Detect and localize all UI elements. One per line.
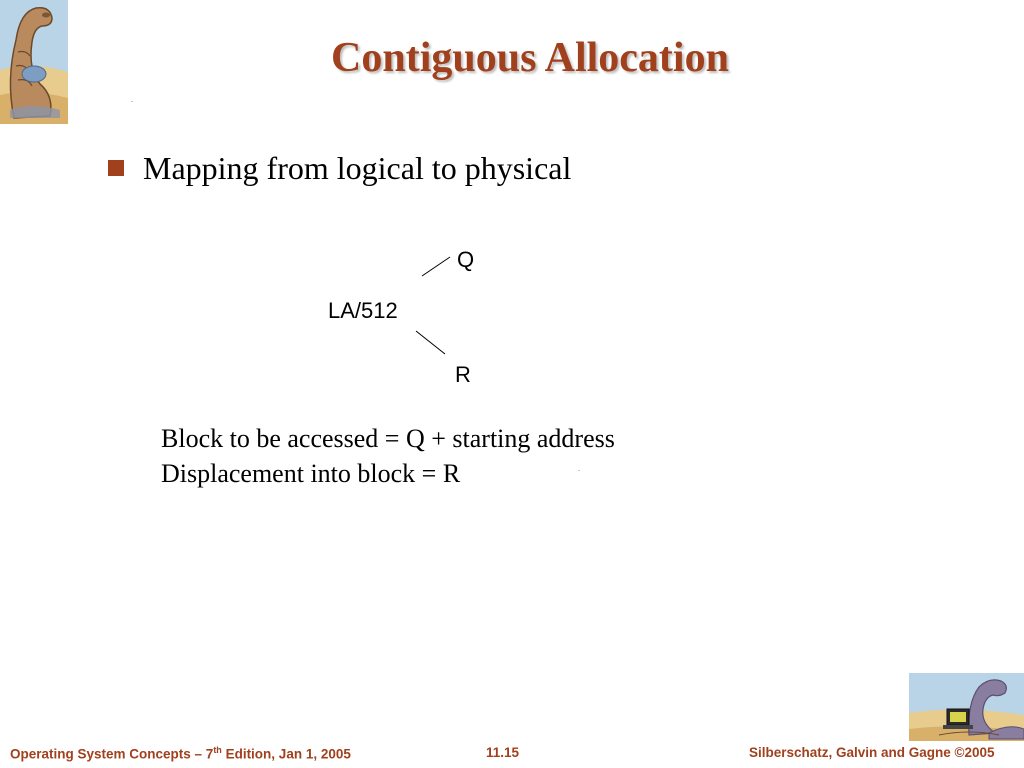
stray-mark [578,470,580,471]
page-number: 11.15 [486,745,520,760]
displacement-line: Displacement into block = R [161,459,461,488]
dinosaur-laptop-icon [909,673,1024,741]
square-bullet-icon [108,160,124,176]
block-accessed-line: Block to be accessed = Q + starting address [161,424,615,453]
quotient-label: Q [457,247,475,272]
bullet-text: Mapping from logical to physical [143,149,572,186]
footer-book-suffix: Edition, Jan 1, 2005 [221,746,351,762]
slide-title: Contiguous Allocation [331,35,729,81]
dividend-label: LA/512 [328,298,398,323]
quotient-branch-line [422,257,450,276]
footer-authors: Silberschatz, Galvin and Gagne ©2005 [749,745,995,760]
footer-book-prefix: Operating System Concepts – 7 [10,746,214,762]
footer-book-title [10,745,351,762]
footer-book-sup: th [213,745,222,755]
bullet-item [108,146,571,190]
remainder-label: R [455,362,471,387]
remainder-branch-line [416,331,445,354]
stray-mark [131,101,133,102]
